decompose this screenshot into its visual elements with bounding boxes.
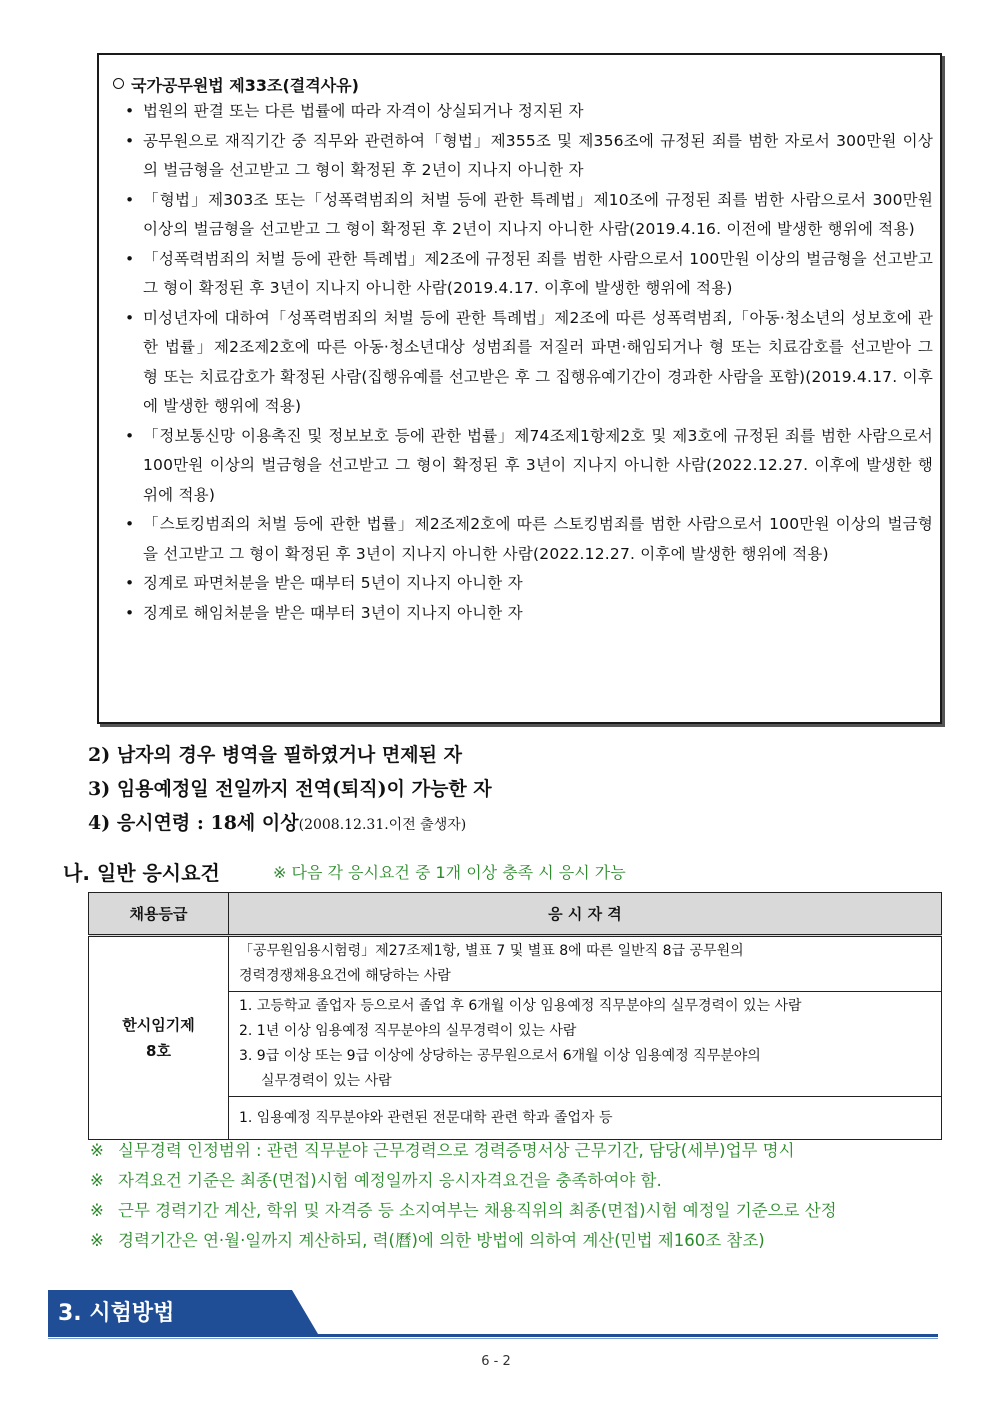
list-item: • 공무원으로 재직기간 중 직무와 관련하여「형법」제355조 및 제356조에 규정된 죄를 범한 자로서 300만원 이상의 벌금형을 선고받고 그 형이 확정된 후 2년이 지나지 아니한 자 bbox=[121, 127, 933, 186]
notes-list bbox=[90, 1136, 940, 1256]
list-item: • 「형법」제303조 또는「성폭력범죄의 처벌 등에 관한 특례법」제10조에 규정된 죄를 범한 사람으로서 300만원 이상의 벌금형을 선고받고 그 형이 확정된 후 2년이 지나지 아니한 사람(2019.4.16. 이전에 발생한 행위에 적용) bbox=[121, 186, 933, 245]
list-item: • 「스토킹범죄의 처벌 등에 관한 법률」제2조제2호에 따른 스토킹범죄를 범한 사람으로서 100만원 이상의 벌금형을 선고받고 그 형이 확정된 후 3년이 지나지 아니한 사람(2022.12.27. 이후에 발생한 행위에 적용) bbox=[121, 510, 933, 569]
box-title bbox=[113, 73, 359, 96]
list-item: • 미성년자에 대하여「성폭력범죄의 처벌 등에 관한 특례법」제2조에 따른 성폭력범죄,「아동·청소년의 성보호에 관한 법률」제2조제2호에 따른 아동·청소년대상 성범죄를 저질러 파면·해임되거나 형 또는 치료감호를 선고받아 그 형 또는 치료감호가 확정된 사람(집행유예를 선고받은 후 그 집행유예기간이 경과한 사람을 포함)(2019.4.17. 이후에 발생한 행위에 적용) bbox=[121, 304, 933, 422]
note-mark-icon: ※ bbox=[90, 1201, 104, 1220]
list-item: • 법원의 판결 또는 다른 법률에 따라 자격이 상실되거나 정지된 자 bbox=[121, 97, 933, 127]
banner-underline-thin bbox=[48, 1338, 938, 1339]
section-title: 나. 일반 응시요건 bbox=[63, 861, 220, 885]
section3-title: 3. 시험방법 bbox=[58, 1301, 175, 1326]
qualification-cell: 1. 임용예정 직무분야와 관련된 전문대학 관련 학과 졸업자 등 bbox=[229, 1097, 942, 1140]
bullet-icon: • bbox=[125, 190, 135, 209]
header-qualification: 응 시 자 격 bbox=[229, 893, 942, 936]
list-item: • 징계로 파면처분을 받은 때부터 5년이 지나지 아니한 자 bbox=[121, 569, 933, 599]
bullet-icon: • bbox=[125, 426, 135, 445]
banner-underline bbox=[48, 1334, 938, 1337]
note-item: ※ 실무경력 인정범위 : 관련 직무분야 근무경력으로 경력증명서상 근무기간, 담당(세부)업무 명시 bbox=[90, 1136, 940, 1166]
table-row bbox=[89, 936, 942, 992]
bullet-icon: • bbox=[125, 603, 135, 622]
bullet-icon: • bbox=[125, 515, 135, 533]
grade-cell: 한시임기제 8호 bbox=[89, 936, 229, 1140]
list-item: • 징계로 해임처분을 받은 때부터 3년이 지나지 아니한 자 bbox=[121, 599, 933, 629]
circle-bullet-icon bbox=[113, 78, 124, 89]
requirement-3: 3) 임용예정일 전일까지 전역(퇴직)이 가능한 자 bbox=[88, 778, 492, 800]
requirement-4: 4) 응시연령 : 18세 이상(2008.12.31.이전 출생자) bbox=[88, 812, 467, 834]
bullet-icon: • bbox=[125, 308, 135, 327]
disqualification-list bbox=[121, 97, 933, 628]
note-mark-icon: ※ bbox=[90, 1231, 104, 1250]
note-item: ※ 경력기간은 연·월·일까지 계산하되, 력(曆)에 의한 방법에 의하여 계산(민법 제160조 참조) bbox=[90, 1226, 940, 1256]
bullet-icon: • bbox=[125, 102, 135, 120]
disqualification-box bbox=[97, 53, 942, 724]
note-mark-icon: ※ bbox=[90, 1171, 104, 1190]
requirements-table bbox=[88, 892, 942, 1140]
header-grade: 채용등급 bbox=[89, 893, 229, 936]
note-item: ※ 자격요건 기준은 최종(면접)시험 예정일까지 응시자격요건을 충족하여야 함. bbox=[90, 1166, 940, 1196]
bullet-icon: • bbox=[125, 249, 135, 268]
box-title-text: 국가공무원법 제33조(결격사유) bbox=[131, 76, 359, 95]
qualification-cell: 1. 고등학교 졸업자 등으로서 졸업 후 6개월 이상 임용예정 직무분야의 실무경력이 있는 사람 2. 1년 이상 임용예정 직무분야의 실무경력이 있는 사람 3. 9급 이상 또는 9급 이상에 상당하는 공무원으로서 6개월 이상 임용예정 직무분야의 실무경력이 있는 사람 bbox=[229, 992, 942, 1097]
requirement-2: 2) 남자의 경우 병역을 필하였거나 면제된 자 bbox=[88, 744, 462, 766]
note-item: ※ 근무 경력기간 계산, 학위 및 자격증 등 소지여부는 채용직위의 최종(면접)시험 예정일 기준으로 산정 bbox=[90, 1196, 940, 1226]
section-note: ※ 다음 각 응시요건 중 1개 이상 충족 시 응시 가능 bbox=[273, 863, 626, 882]
table-header-row bbox=[89, 893, 942, 936]
bullet-icon: • bbox=[125, 574, 135, 592]
page-number: 6 - 2 bbox=[481, 1354, 511, 1369]
list-item: • 「성폭력범죄의 처벌 등에 관한 특례법」제2조에 규정된 죄를 범한 사람으로서 100만원 이상의 벌금형을 선고받고 그 형이 확정된 후 3년이 지나지 아니한 사람(2019.4.17. 이후에 발생한 행위에 적용) bbox=[121, 245, 933, 304]
note-mark-icon: ※ bbox=[90, 1141, 104, 1160]
qualification-cell: 「공무원임용시험령」제27조제1항, 별표 7 및 별표 8에 따른 일반직 8급 공무원의 경력경쟁채용요건에 해당하는 사람 bbox=[229, 936, 942, 992]
list-item: • 「정보통신망 이용촉진 및 정보보호 등에 관한 법률」제74조제1항제2호 및 제3호에 규정된 죄를 범한 사람으로서 100만원 이상의 벌금형을 선고받고 그 형이 확정된 후 3년이 지나지 아니한 사람(2022.12.27. 이후에 발생한 행위에 적용) bbox=[121, 422, 933, 511]
section-banner bbox=[48, 1290, 940, 1340]
bullet-icon: • bbox=[125, 131, 135, 150]
